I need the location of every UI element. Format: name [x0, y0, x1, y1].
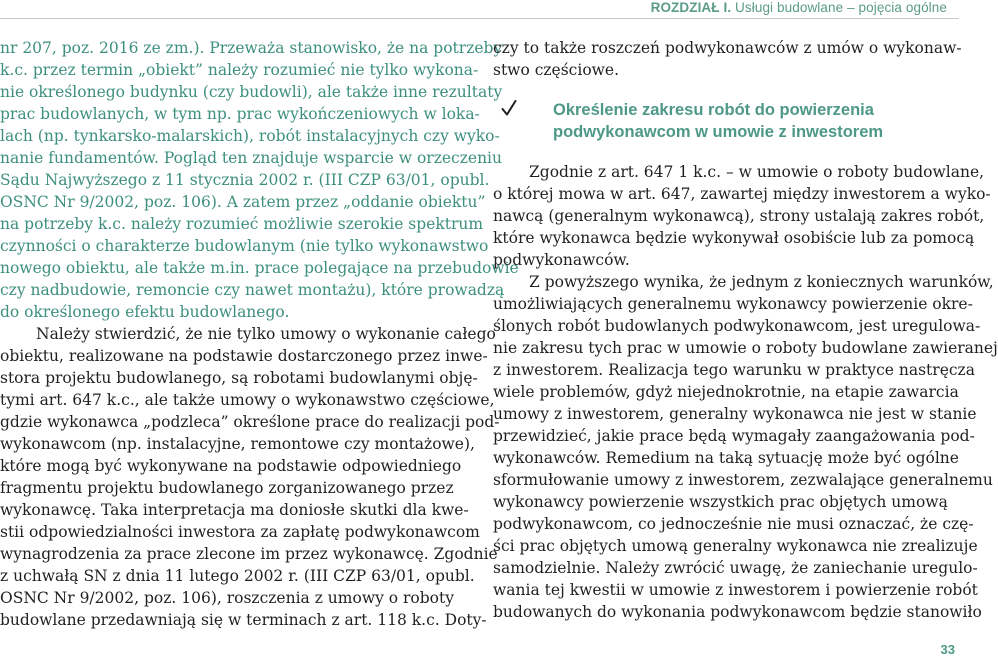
body-paragraph — [493, 271, 998, 623]
heading-line: Określenie zakresu robót do powierzenia — [553, 101, 874, 119]
checkmark-icon — [501, 99, 517, 117]
text-line: OSNC Nr 9/2002, poz. 106). A zatem przez „oddanie obiektu” — [0, 193, 486, 211]
text-line: sformułowanie umowy z inwestorem, zezwalające generalnemu — [493, 471, 993, 489]
text-line: ści prac objętych umową generalny wykonawca nie zrealizuje — [493, 537, 978, 555]
text-line: wykonawcom (np. instalacyjne, remontowe czy montażowe), — [0, 435, 475, 453]
chapter-title: Usługi budowlane – pojęcia ogólne — [735, 0, 947, 15]
right-column — [493, 37, 998, 623]
text-line: obiektu, realizowane na podstawie dostarczonego przez inwe- — [0, 347, 488, 365]
text-line: OSNC Nr 9/2002, poz. 106), roszczenia z umowy o roboty — [0, 589, 455, 607]
text-line: wania tej kwestii w umowie z inwestorem i powierzenie robót — [493, 581, 978, 599]
text-line: ślonych robót budowlanych podwykonawcom, jest uregulowa- — [493, 317, 981, 335]
text-line: podwykonawców. — [493, 251, 630, 269]
header-rule — [0, 18, 959, 19]
text-line: samodzielnie. Należy zwrócić uwagę, że zaniechanie uregulo- — [493, 559, 978, 577]
text-line: wykonawcę. Taka interpretacja ma doniosłe skutki dla kwe- — [0, 501, 469, 519]
text-line: budowlane przedawniają się w terminach z art. 118 k.c. Doty- — [0, 611, 487, 629]
text-line: wynagrodzenia za prace zlecone im przez wykonawcę. Zgodnie — [0, 545, 498, 563]
text-line: nie zakresu tych prac w umowie o roboty budowlane zawieranej — [493, 339, 998, 357]
text-line: Zgodnie z art. 647 1 k.c. – w umowie o roboty budowlane, — [529, 163, 985, 181]
section-heading — [493, 99, 955, 143]
chapter-label: ROZDZIAŁ I. — [650, 0, 732, 15]
text-line: stii odpowiedzialności inwestora za zapłatę podwykonawcom — [0, 523, 480, 541]
text-line: z uchwałą SN z dnia 11 lutego 2002 r. (III CZP 63/01, opubl. — [0, 567, 475, 585]
intro-paragraph — [493, 37, 962, 81]
text-line: Sądu Najwyższego z 11 stycznia 2002 r. (III CZP 63/01, opubl. — [0, 171, 490, 189]
text-line: do określonego efektu budowlanego. — [0, 303, 290, 321]
page-number: 33 — [940, 642, 955, 657]
text-line: Z powyższego wynika, że jednym z koniecznych warunków, — [529, 273, 994, 291]
text-line: umożliwiających generalnemu wykonawcy powierzenie okre- — [493, 295, 973, 313]
text-line: czynności o charakterze budowlanym (nie tylko wykonawstwo — [0, 237, 489, 255]
text-line: wiele problemów, gdyż niejednokrotnie, na etapie zawarcia — [493, 383, 959, 401]
text-line: fragmentu projektu budowlanego zorganizowanego przez — [0, 479, 454, 497]
text-line: czy nadbudowie, remoncie czy nawet montażu), które prowadzą — [0, 281, 505, 299]
text-line: wykonawcy powierzenie wszystkich prac objętych umową — [493, 493, 948, 511]
text-line: z inwestorem. Realizacja tego warunku w praktyce nastręcza — [493, 361, 975, 379]
text-line: czy to także roszczeń podwykonawców z umów o wykonaw- — [493, 39, 962, 57]
text-line: które wykonawca będzie wykonywał osobiście lub za pomocą — [493, 229, 975, 247]
running-header — [651, 0, 947, 15]
text-line: wykonawców. Remedium na taką sytuację może być ogólne — [493, 449, 959, 467]
text-line: nr 207, poz. 2016 ze zm.). Przeważa stanowisko, że na potrzeby — [0, 39, 503, 57]
teal-paragraph — [0, 37, 519, 323]
text-line: budowanych do wykonania podwykonawcom będzie stanowiło — [493, 603, 982, 621]
text-line: k.c. przez termin „obiekt” należy rozumieć nie tylko wykona- — [0, 61, 479, 79]
text-line: nawcą (generalnym wykonawcą), strony ustalają zakres robót, — [493, 207, 985, 225]
text-line: nie określonego budynku (czy budowli), ale także inne rezultaty — [0, 83, 503, 101]
text-line: nowego obiektu, ale także m.in. prace polegające na przebudowie — [0, 259, 519, 277]
heading-line: podwykonawcom w umowie z inwestorem — [553, 123, 884, 141]
text-line: przewidzieć, jakie prace będą wymagały zaangażowania pod- — [493, 427, 975, 445]
text-line: umowy z inwestorem, generalny wykonawca nie jest w stanie — [493, 405, 977, 423]
text-line: Należy stwierdzić, że nie tylko umowy o wykonanie całego — [36, 325, 496, 343]
text-line: o której mowa w art. 647, zawartej między inwestorem a wyko- — [493, 185, 991, 203]
text-line: podwykonawcom, co jednocześnie nie musi oznaczać, że czę- — [493, 515, 974, 533]
body-paragraph — [0, 323, 500, 631]
text-line: prac budowlanych, w tym np. prac wykończeniowych w loka- — [0, 105, 480, 123]
text-line: stora projektu budowlanego, są robotami budowlanymi obję- — [0, 369, 478, 387]
text-line: stwo częściowe. — [493, 61, 620, 79]
text-line: lach (np. tynkarsko-malarskich), robót instalacyjnych czy wyko- — [0, 127, 500, 145]
text-line: nanie fundamentów. Pogląd ten znajduje wsparcie w orzeczeniu — [0, 149, 502, 167]
text-line: gdzie wykonawca „podzleca” określone prace do realizacji pod- — [0, 413, 500, 431]
text-line: na potrzeby k.c. należy rozumieć możliwie szerokie spektrum — [0, 215, 484, 233]
body-paragraph — [493, 161, 991, 271]
text-line: tymi art. 647 k.c., ale także umowy o wykonawstwo częściowe, — [0, 391, 495, 409]
left-column — [0, 37, 519, 631]
text-line: które mogą być wykonywane na podstawie odpowiedniego — [0, 457, 462, 475]
